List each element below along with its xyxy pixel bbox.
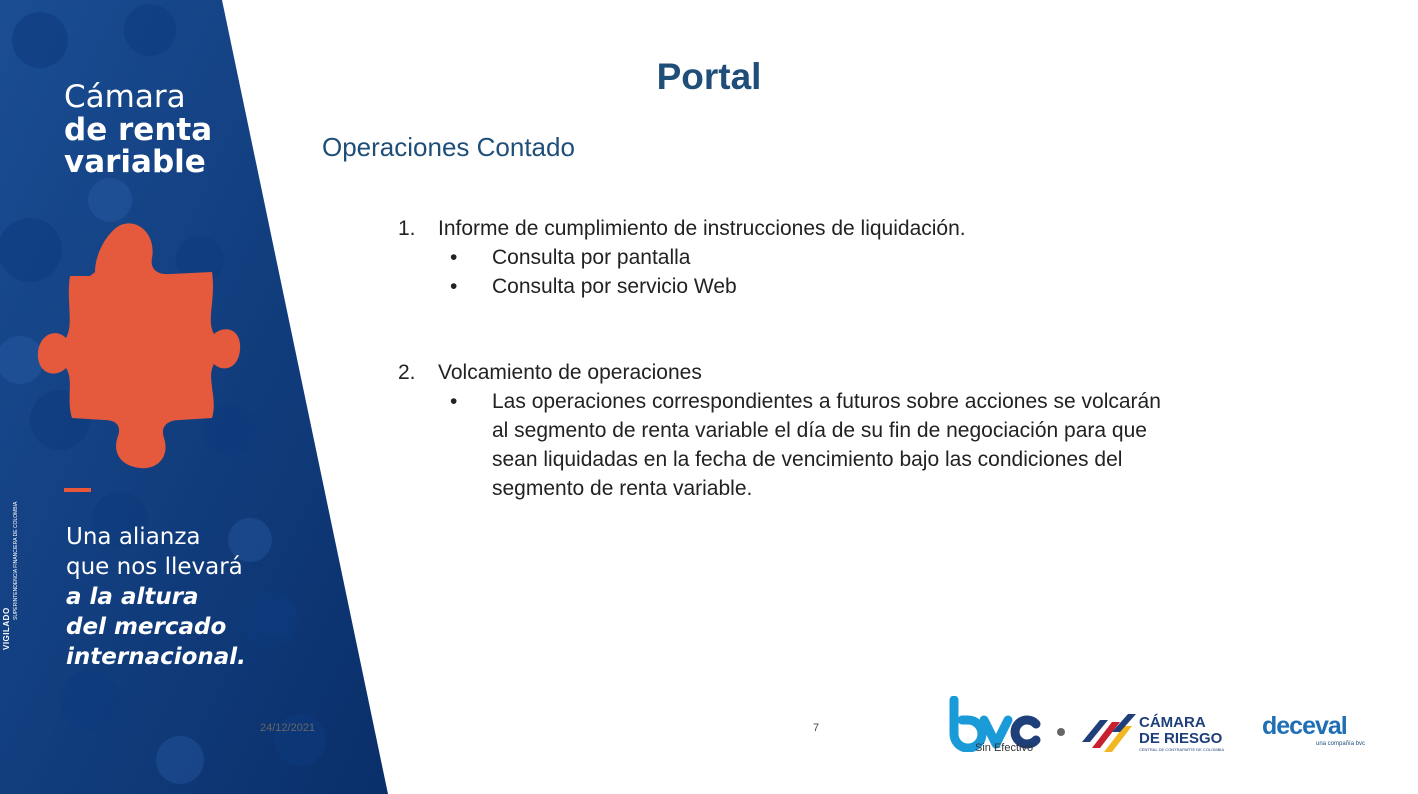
- page-number: 7: [813, 722, 820, 734]
- tagline-bold-line: del mercado: [66, 614, 227, 640]
- deceval-logo: deceval: [1262, 712, 1347, 740]
- bullet-icon: •: [450, 246, 458, 269]
- bullet-text: Consulta por pantalla: [492, 246, 691, 269]
- bullet-text: Consulta por servicio Web: [492, 275, 737, 298]
- deceval-subtitle: una compañía bvc: [1316, 741, 1366, 747]
- classification-label: Sin Efectivo: [975, 742, 1034, 754]
- item-number: 1.: [398, 217, 416, 240]
- bullet-icon: •: [450, 275, 458, 298]
- vigilado-label: VIGILADO: [2, 607, 11, 650]
- camara-subtitle: CENTRAL DE CONTRAPARTE DE COLOMBIA: [1139, 747, 1225, 752]
- list-item: [398, 214, 1182, 301]
- item-number: 2.: [398, 361, 416, 384]
- camara-line-2: DE RIESGO: [1139, 730, 1223, 747]
- tagline-bold-line: a la altura: [66, 584, 199, 610]
- slide-subtitle: Operaciones Contado: [322, 132, 575, 162]
- slide-title: Portal: [656, 56, 762, 97]
- side-banner: [0, 0, 400, 794]
- camara-line-1: CÁMARA: [1139, 714, 1206, 731]
- separator-dot: [1057, 728, 1065, 736]
- bullet-row: [450, 387, 1164, 503]
- camara-riesgo-logo-icon: [1082, 712, 1136, 757]
- bullet-text: Las operaciones correspondientes a futuros sobre acciones se volcarán al segmento de renta variable el día de su fin de negociación para que sean liquidadas en la fecha de vencimiento bajo las condiciones del segmento de renta variable.: [492, 390, 1161, 500]
- bullet-icon: •: [450, 390, 458, 413]
- bullet-row: [450, 243, 1182, 272]
- bullet-row: [450, 272, 1182, 301]
- item-text: Informe de cumplimiento de instrucciones de liquidación.: [438, 217, 966, 240]
- footer-date: 24/12/2021: [260, 722, 316, 734]
- tagline-line: Una alianza: [66, 524, 201, 550]
- list-item: [398, 358, 1164, 503]
- tagline-bold-line: internacional.: [66, 644, 246, 670]
- tagline: [66, 522, 246, 672]
- brand-line-1: Cámara: [64, 79, 186, 115]
- camara-riesgo-name: [1139, 715, 1222, 747]
- tagline-line: que nos llevará: [66, 554, 243, 580]
- brand-line-3: variable: [64, 144, 206, 180]
- superintendencia-label: SUPERINTENDENCIA FINANCIERA DE COLOMBIA: [13, 501, 19, 620]
- item-text: Volcamiento de operaciones: [438, 361, 702, 384]
- brand-line-2: de renta: [64, 112, 213, 148]
- orange-divider: [64, 488, 91, 492]
